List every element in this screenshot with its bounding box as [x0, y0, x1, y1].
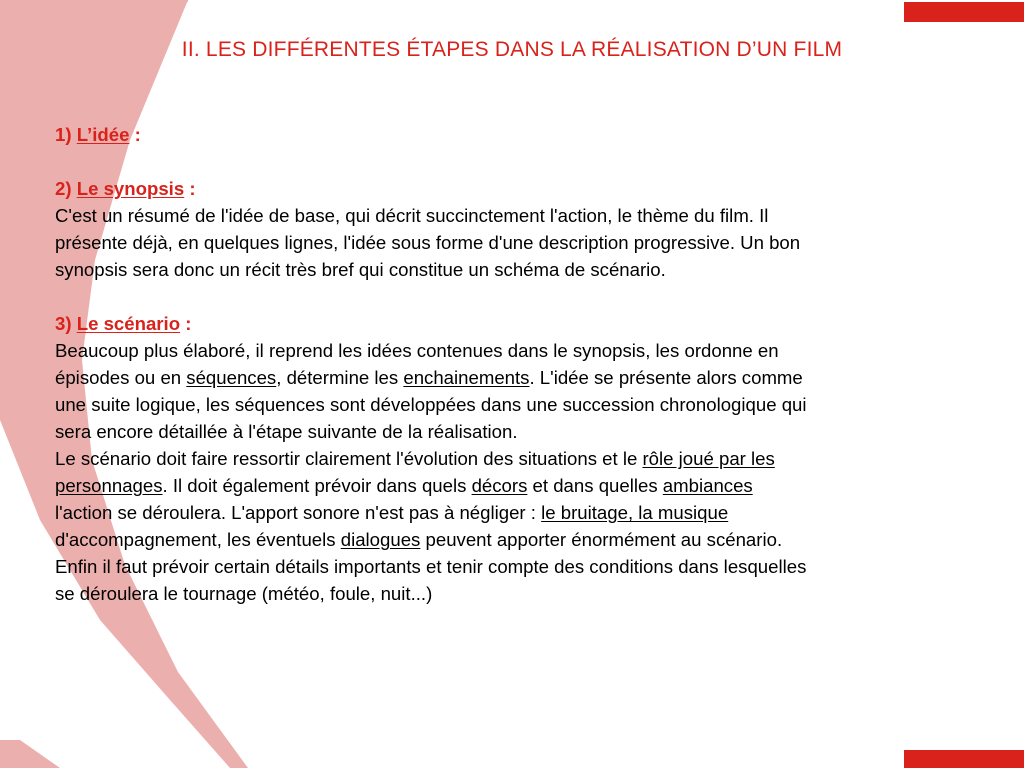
section-number: 1) [55, 124, 72, 145]
underlined-term: ambiances [662, 475, 753, 496]
synopsis-line: présente déjà, en quelques lignes, l'idée sous forme d'une description progressive. Un bon [55, 232, 801, 253]
underlined-term: le bruitage, la musique [541, 502, 729, 523]
scenario-line [55, 364, 990, 391]
section-title: L’idée [76, 124, 130, 145]
text-run: épisodes ou en [55, 367, 187, 388]
scenario-line [55, 445, 990, 472]
underlined-term: décors [471, 475, 528, 496]
synopsis-line: C'est un résumé de l'idée de base, qui décrit succinctement l'action, le thème du film. Il [55, 205, 769, 226]
scenario-line: Enfin il faut prévoir certain détails importants et tenir compte des conditions dans lesquelles [55, 556, 807, 577]
text-run: . Il doit également prévoir dans quels [162, 475, 472, 496]
scenario-line [55, 499, 990, 526]
scenario-line: se déroulera le tournage (météo, foule, nuit...) [55, 583, 433, 604]
section-number: 2) [55, 178, 72, 199]
slide-content [55, 121, 990, 607]
text-run: Le scénario doit faire ressortir clairement l'évolution des situations et le [55, 448, 643, 469]
corner-bar-bottom [904, 750, 1024, 768]
text-run: peuvent apporter énormément au scénario. [420, 529, 783, 550]
underlined-term: rôle joué par les [642, 448, 775, 469]
text-run: et dans quelles [527, 475, 663, 496]
section-idee-heading [55, 121, 990, 148]
scenario-line: une suite logique, les séquences sont développées dans une succession chronologique qui [55, 394, 807, 415]
section-colon: : [185, 313, 192, 334]
scenario-line [55, 526, 990, 553]
scenario-line: sera encore détaillée à l'étape suivante de la réalisation. [55, 421, 518, 442]
underlined-term: enchainements [403, 367, 530, 388]
underlined-term: séquences [186, 367, 277, 388]
section-synopsis-heading [55, 175, 990, 202]
text-run: . L'idée se présente alors comme [529, 367, 803, 388]
underlined-term: personnages [55, 475, 163, 496]
scenario-line [55, 472, 990, 499]
section-scenario-heading [55, 310, 990, 337]
section-number: 3) [55, 313, 72, 334]
underlined-term: dialogues [340, 529, 421, 550]
scenario-line: Beaucoup plus élaboré, il reprend les idées contenues dans le synopsis, les ordonne en [55, 340, 779, 361]
section-title: Le scénario [76, 313, 181, 334]
text-run: l'action se déroulera. L'apport sonore n'est pas à négliger : [55, 502, 542, 523]
synopsis-line: synopsis sera donc un récit très bref qui constitue un schéma de scénario. [55, 259, 666, 280]
text-run: , détermine les [276, 367, 404, 388]
corner-bar-top [904, 2, 1024, 22]
slide-title: II. LES DIFFÉRENTES ÉTAPES DANS LA RÉALISATION D’UN FILM [181, 38, 843, 61]
section-colon: : [134, 124, 141, 145]
text-run: d'accompagnement, les éventuels [55, 529, 341, 550]
section-title: Le synopsis [76, 178, 185, 199]
section-colon: : [189, 178, 196, 199]
